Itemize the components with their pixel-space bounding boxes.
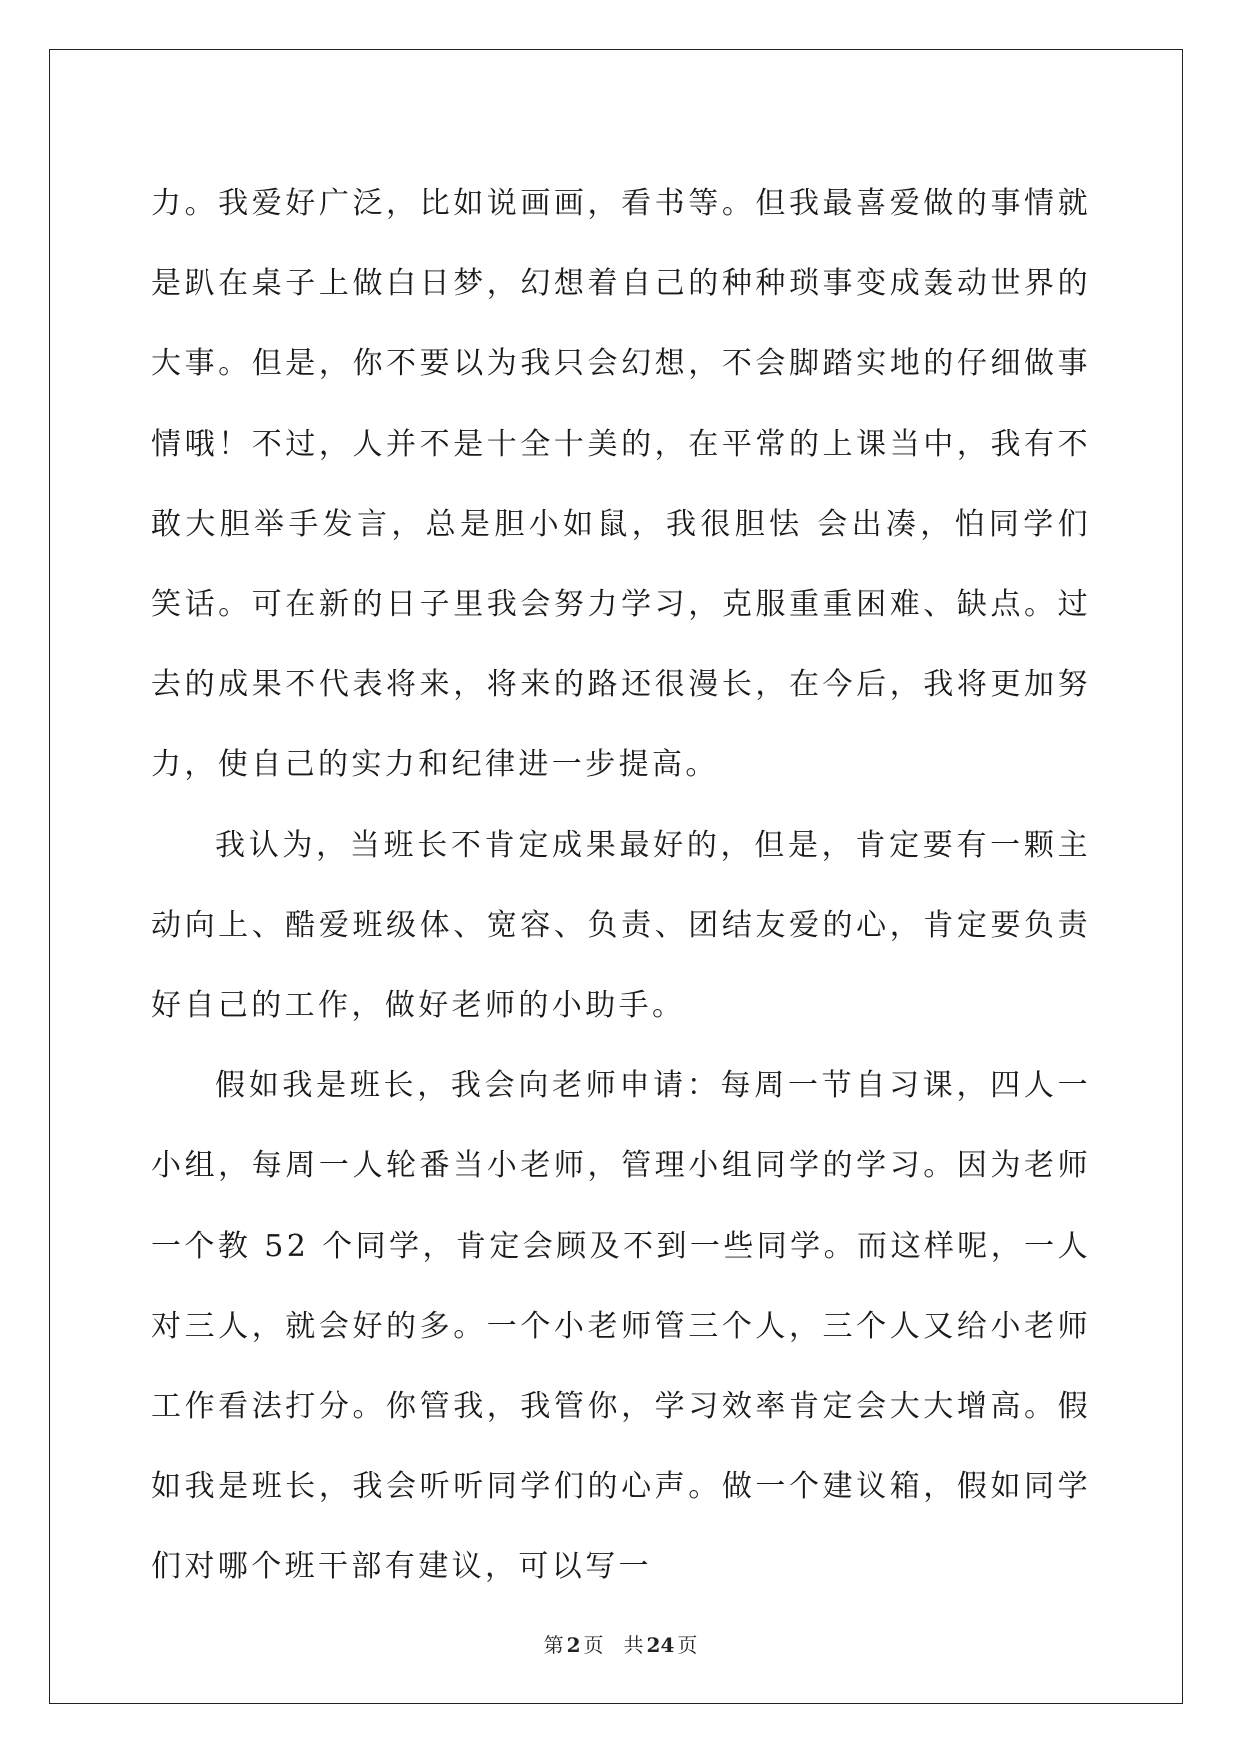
paragraph-continuation: 力。我爱好广泛，比如说画画，看书等。但我最喜爱做的事情就是趴在桌子上做白日梦，幻想着自己的种种琐事变成轰动世界的大事。但是，你不要以为我只会幻想，不会脚踏实地的仔细做事情哦！不过，人并不是十全十美的，在平常的上课当中，我有不敢大胆举手发言，总是胆小如鼠，我很胆怯 会出凑，怕同学们笑话。可在新的日子里我会努力学习，克服重重困难、缺点。过去的成果不代表将来，将来的路还很漫长，在今后，我将更加努力，使自己的实力和纪律进一步提高。 — [151, 186, 1091, 783]
page-prefix: 第 — [543, 1633, 564, 1657]
total-suffix: 页 — [677, 1633, 698, 1657]
total-prefix: 共 — [623, 1633, 644, 1657]
paragraph-class-monitor-view: 我认为，当班长不肯定成果最好的，但是，肯定要有一颗主动向上、酷爱班级体、宽容、负责、团结友爱的心，肯定要负责好自己的工作，做好老师的小助手。 — [151, 827, 1091, 1024]
total-pages: 24 — [646, 1633, 675, 1657]
page-number: 2 — [566, 1633, 581, 1657]
document-body — [151, 164, 1091, 1608]
page-footer — [0, 1629, 1241, 1658]
paragraph-if-i-were-monitor: 假如我是班长，我会向老师申请：每周一节自习课，四人一小组，每周一人轮番当小老师，管理小组同学的学习。因为老师一个教 52 个同学，肯定会顾及不到一些同学。而这样呢，一人对三人，就会好的多。一个小老师管三个人，三个人又给小老师工作看法打分。你管我，我管你，学习效率肯定会大大增高。假如我是班长，我会听听同学们的心声。做一个建议箱，假如同学们对哪个班干部有建议，可以写一 — [151, 1068, 1091, 1585]
page-suffix: 页 — [583, 1633, 604, 1657]
